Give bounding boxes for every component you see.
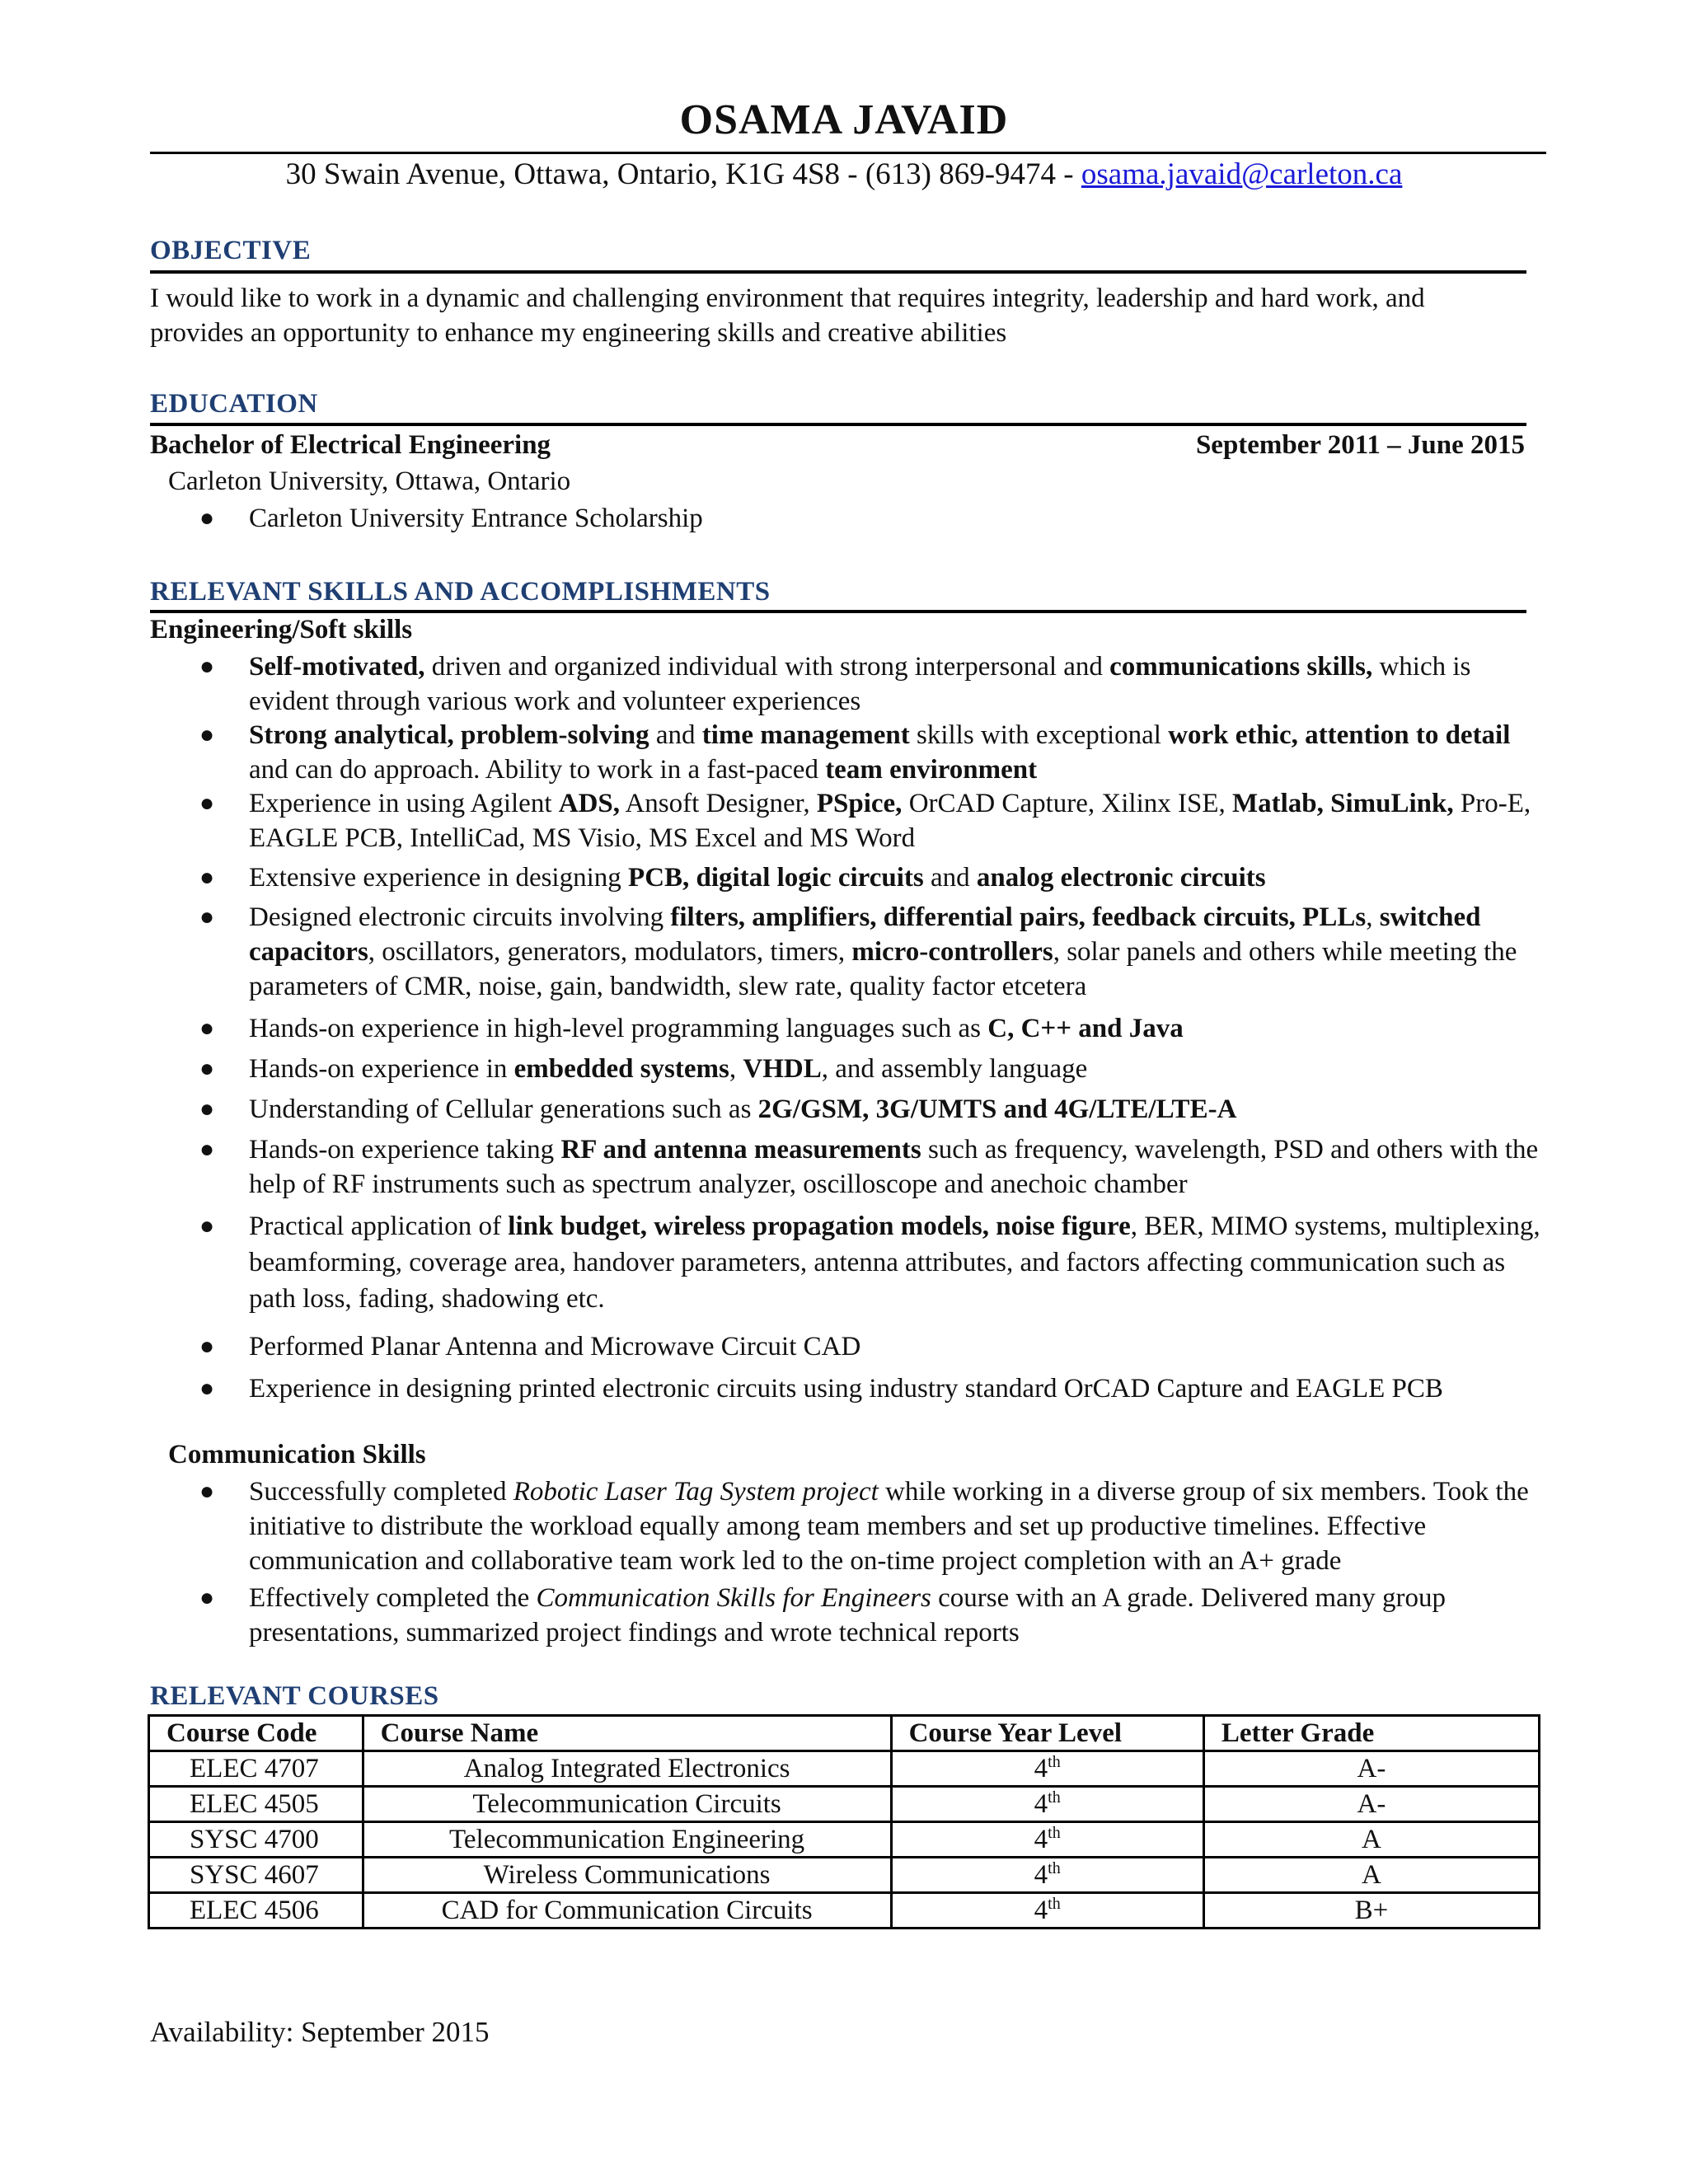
table-header-row: [149, 1716, 1540, 1751]
candidate-name: OSAMA JAVAID: [679, 96, 1009, 143]
list-item-text: Successfully completed Robotic Laser Tag System project while working in a diverse group of six members. Took the initiative to distribute the workload equally among team members and set up productive timelines. Effective communication and collaborative team work led to the on-time project completion with an A+ grade: [249, 1477, 1529, 1576]
bullet-icon: ●: [199, 504, 215, 532]
course-code: ELEC 4505: [149, 1787, 363, 1822]
course-grade: A-: [1203, 1787, 1539, 1822]
list-item-text: Extensive experience in designing PCB, digital logic circuits and analog electronic circuits: [249, 863, 1266, 893]
list-item-text: Self-motivated, driven and organized individual with strong interpersonal and communications skills, which is evident through various work and volunteer experiences: [249, 652, 1471, 716]
list-item: [199, 1474, 1543, 1578]
objective-rule: [150, 270, 1526, 274]
year-value: 4: [1034, 1789, 1048, 1819]
header-rule: [150, 152, 1546, 154]
communication-skills-heading: Communication Skills: [168, 1440, 426, 1469]
bullet-icon: ●: [199, 903, 215, 930]
bullet-icon: ●: [199, 1478, 215, 1505]
courses-table: [148, 1714, 1540, 1929]
list-item-text: Experience in using Agilent ADS, Ansoft Designer, PSpice, OrCAD Capture, Xilinx ISE, Matlab, SimuLink, Pro-E, EAGLE PCB, IntelliCad, MS Visio, MS Excel and MS Word: [249, 789, 1531, 853]
list-item: [199, 1581, 1543, 1650]
list-item: [199, 1132, 1543, 1202]
table-row: [149, 1822, 1540, 1858]
list-item: [199, 786, 1543, 855]
bullet-icon: ●: [199, 1055, 215, 1082]
bullet-icon: ●: [199, 1095, 215, 1122]
course-name: Telecommunication Engineering: [363, 1822, 891, 1858]
bullet-icon: ●: [199, 1375, 215, 1402]
list-item-text: Hands-on experience in embedded systems, VHDL, and assembly language: [249, 1054, 1088, 1084]
bullet-icon: ●: [199, 864, 215, 891]
table-row: [149, 1787, 1540, 1822]
course-year: [891, 1787, 1203, 1822]
list-item-text: Carleton University Entrance Scholarship: [249, 504, 703, 533]
course-name: Wireless Communications: [363, 1858, 891, 1893]
bullet-icon: ●: [199, 1015, 215, 1042]
bullet-icon: ●: [199, 721, 215, 748]
list-item-text: Hands-on experience in high-level programming languages such as C, C++ and Java: [249, 1014, 1184, 1043]
year-suffix: th: [1048, 1824, 1061, 1842]
contact-text: 30 Swain Avenue, Ottawa, Ontario, K1G 4S8 - (613) 869-9474 -: [285, 157, 1081, 191]
skills-title: RELEVANT SKILLS AND ACCOMPLISHMENTS: [150, 577, 771, 607]
column-header: Course Name: [363, 1716, 891, 1751]
bullet-icon: ●: [199, 1584, 215, 1611]
course-name: Telecommunication Circuits: [363, 1787, 891, 1822]
list-item: [199, 1052, 1543, 1086]
list-item: [199, 1329, 1543, 1364]
course-name: Analog Integrated Electronics: [363, 1751, 891, 1787]
list-item: [199, 501, 1543, 536]
course-year: [891, 1858, 1203, 1893]
column-header: Letter Grade: [1203, 1716, 1539, 1751]
year-value: 4: [1034, 1896, 1048, 1925]
list-item: [199, 649, 1543, 719]
year-value: 4: [1034, 1754, 1048, 1783]
table-row: [149, 1858, 1540, 1893]
bullet-icon: ●: [199, 653, 215, 680]
list-item-text: Performed Planar Antenna and Microwave Circuit CAD: [249, 1332, 861, 1361]
list-item: [199, 1011, 1543, 1046]
year-value: 4: [1034, 1825, 1048, 1854]
availability: Availability: September 2015: [150, 2016, 490, 2048]
course-grade: A: [1203, 1822, 1539, 1858]
courses-title: RELEVANT COURSES: [150, 1681, 439, 1711]
list-item-text: Designed electronic circuits involving filters, amplifiers, differential pairs, feedback circuits, PLLs, switched capacitors, oscillators, generators, modulators, timers, micro-controllers, solar panels and others while meeting the parameters of CMR, noise, gain, bandwidth, slew rate, quality factor etcetera: [249, 902, 1517, 1001]
list-item: [199, 1371, 1543, 1406]
course-grade: B+: [1203, 1893, 1539, 1929]
degree-dates: September 2011 – June 2015: [1195, 430, 1525, 460]
bullet-icon: ●: [199, 1212, 215, 1240]
course-name: CAD for Communication Circuits: [363, 1893, 891, 1929]
list-item-text: Hands-on experience taking RF and antenna measurements such as frequency, wavelength, PSD and others with the help of RF instruments such as spectrum analyzer, oscilloscope and anechoic chamber: [249, 1135, 1539, 1199]
objective-line-2: provides an opportunity to enhance my engineering skills and creative abilities: [150, 318, 1007, 348]
degree: Bachelor of Electrical Engineering: [150, 430, 551, 460]
year-suffix: th: [1048, 1859, 1061, 1877]
column-header: Course Code: [149, 1716, 363, 1751]
column-header: Course Year Level: [891, 1716, 1203, 1751]
course-grade: A-: [1203, 1751, 1539, 1787]
year-suffix: th: [1048, 1788, 1061, 1807]
bullet-icon: ●: [199, 1136, 215, 1163]
objective-title: OBJECTIVE: [150, 236, 312, 265]
skills-rule: [150, 610, 1526, 613]
contact-line: [0, 157, 1688, 192]
course-year: [891, 1893, 1203, 1929]
education-title: EDUCATION: [150, 389, 318, 419]
list-item-text: Strong analytical, problem-solving and time management skills with exceptional work ethic, attention to detail and can do approach. Ability to work in a fast-paced team environment: [249, 720, 1511, 785]
school: Carleton University, Ottawa, Ontario: [168, 466, 571, 496]
list-item-text: Practical application of link budget, wireless propagation models, noise figure, BER, MIMO systems, multiplexing, beamforming, coverage area, handover parameters, antenna attributes, and factors affecting communication such as path loss, fading, shadowing etc.: [249, 1212, 1540, 1314]
list-item-text: Understanding of Cellular generations such as 2G/GSM, 3G/UMTS and 4G/LTE/LTE-A: [249, 1094, 1237, 1124]
year-suffix: th: [1048, 1895, 1061, 1913]
table-row: [149, 1893, 1540, 1929]
email-link[interactable]: osama.javaid@carleton.ca: [1081, 157, 1403, 191]
list-item: [199, 1092, 1543, 1127]
list-item: [199, 1208, 1543, 1317]
course-code: SYSC 4700: [149, 1822, 363, 1858]
course-year: [891, 1751, 1203, 1787]
table-row: [149, 1751, 1540, 1787]
list-item: [199, 718, 1543, 787]
bullet-icon: ●: [199, 1333, 215, 1360]
engineering-skills-heading: Engineering/Soft skills: [150, 615, 413, 644]
list-item: [199, 900, 1543, 1004]
course-year: [891, 1822, 1203, 1858]
year-suffix: th: [1048, 1753, 1061, 1771]
list-item: [199, 860, 1543, 895]
objective-line-1: I would like to work in a dynamic and challenging environment that requires integrity, leadership and hard work, and: [150, 284, 1425, 313]
course-code: ELEC 4506: [149, 1893, 363, 1929]
list-item-text: Effectively completed the Communication Skills for Engineers course with an A grade. Delivered many group presentations, summarized project findings and wrote technical reports: [249, 1583, 1446, 1647]
education-rule: [150, 423, 1526, 426]
bullet-icon: ●: [199, 790, 215, 817]
course-code: SYSC 4607: [149, 1858, 363, 1893]
course-grade: A: [1203, 1858, 1539, 1893]
course-code: ELEC 4707: [149, 1751, 363, 1787]
list-item-text: Experience in designing printed electronic circuits using industry standard OrCAD Capture and EAGLE PCB: [249, 1374, 1443, 1404]
year-value: 4: [1034, 1860, 1048, 1890]
